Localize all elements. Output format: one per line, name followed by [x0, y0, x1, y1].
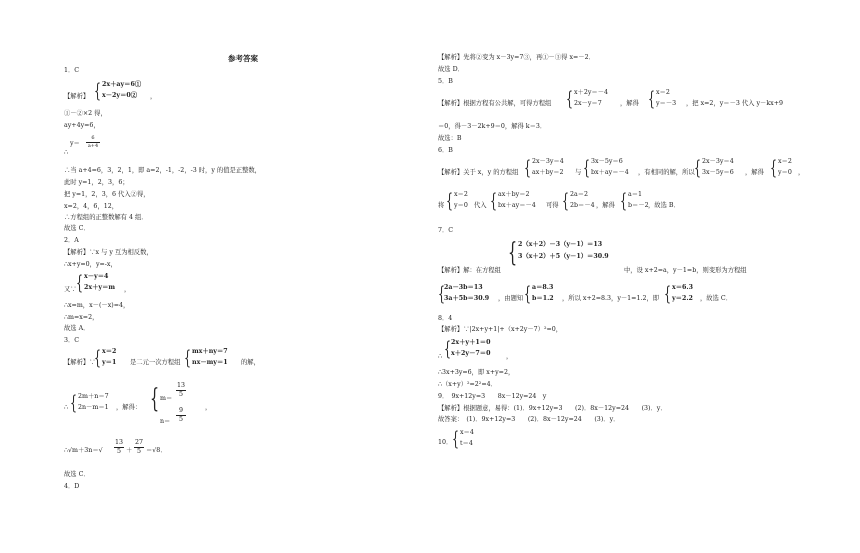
- text-line: ∴（x+y）²=2²=4．: [438, 381, 497, 388]
- text-line: x=2，4，6，12，: [64, 203, 119, 210]
- q5-label: 5．B: [438, 78, 453, 85]
- q8-label: 8．4: [438, 315, 453, 322]
- q2-label: 2．A: [64, 237, 79, 244]
- text-line: 【解析】根据题意，易得：(1)．9x+12y=3 (2)．8x－12y=24 (3)．y．: [438, 405, 667, 412]
- text-line: 9． 9x+12y=3 8x－12y=24 y: [438, 393, 547, 400]
- text-line: 【解析】先将②变为 x－3y=7③，再①－③得 x=－2．: [438, 54, 595, 61]
- q7-label: 7．C: [438, 227, 454, 234]
- text-line: ＝0，得－3－2k+9＝0，解得 k＝3．: [438, 123, 547, 130]
- text-line: 故选 D．: [438, 66, 464, 73]
- text-line: ∴x=m，x－(－x)=4，: [64, 302, 130, 309]
- text-line: ①－②×2 得，: [64, 110, 107, 117]
- q10-label: 10．: [438, 439, 453, 446]
- q4-label: 4．D: [64, 483, 80, 490]
- q6-label: 6．B: [438, 147, 453, 154]
- text-line: 故答案： (1)．9x+12y=3 (2)．8x－12y=24 (3)．y．: [438, 416, 620, 423]
- text-line: ∴m=x=2，: [64, 314, 99, 321]
- text-line: ay+4y=6，: [64, 122, 100, 129]
- q1-label: 1．C: [64, 67, 80, 74]
- text-line: ∴x+y=0，y=-x，: [64, 261, 117, 268]
- text-line: ∴3x+3y=6，即 x+y=2，: [438, 369, 515, 376]
- text-line: 【解析】∵x 与 y 互为相反数，: [64, 249, 153, 256]
- text-line: ∴方程组的正整数解有 4 组．: [64, 214, 148, 221]
- text-line: 此时 y=1，2，3，6；: [64, 179, 129, 186]
- q1-y-eq: y＝: [70, 140, 80, 147]
- text-line: 把 y=1，2，3，6 代入②得，: [64, 191, 150, 198]
- q1-y-fraction: 6 a+4: [87, 135, 99, 149]
- text-line: ∴当 a+4=6，3，2，1，即 a=2，-1，-2，-3 时，y 的值是正整数，: [64, 167, 261, 174]
- q3-label: 3．C: [64, 337, 80, 344]
- text-line: 故选 C．: [64, 471, 90, 478]
- q1-jiexi: 【解析】: [64, 93, 90, 100]
- text-line: 【解析】∵|2x+y+1|+（x+2y－7）²=0，: [438, 326, 563, 333]
- page-title: 参考答案: [228, 54, 258, 63]
- text-line: 故选 A．: [64, 325, 90, 332]
- text-line: 故选：B: [438, 135, 462, 142]
- text-line: 故选 C．: [64, 225, 90, 232]
